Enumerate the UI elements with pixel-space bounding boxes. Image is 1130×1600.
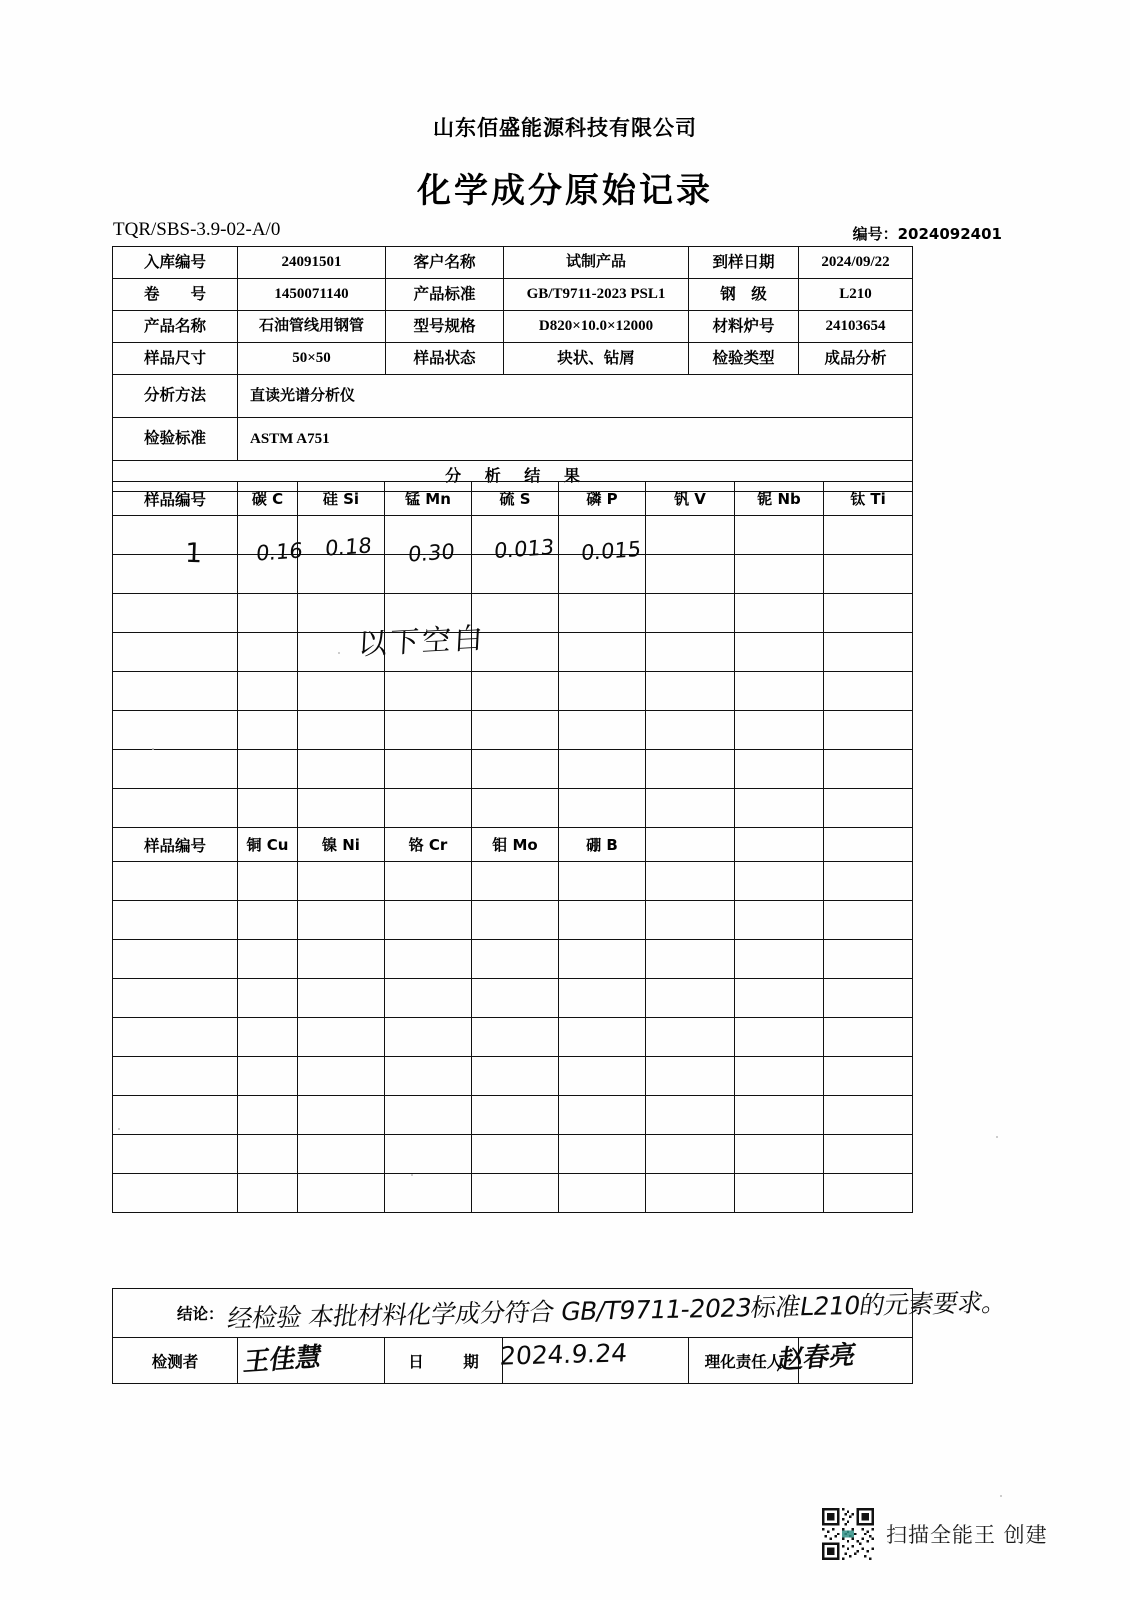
table-cell xyxy=(646,1096,735,1135)
table-row xyxy=(113,247,913,279)
scan-speck xyxy=(338,652,340,654)
results-empty-row xyxy=(113,711,913,750)
table-cell xyxy=(385,594,472,633)
table-cell xyxy=(238,1096,298,1135)
table-cell xyxy=(298,633,385,672)
scan-speck xyxy=(411,1174,413,1176)
handwriting-manganese-value: 0.30 xyxy=(407,539,456,567)
results-header-cell-8: 钛 Ti xyxy=(824,482,913,516)
table-cell xyxy=(472,750,559,789)
footer-table xyxy=(112,1288,913,1384)
table-cell xyxy=(385,1135,472,1174)
table-cell xyxy=(472,862,559,901)
table-cell xyxy=(559,1057,646,1096)
table-cell xyxy=(824,633,913,672)
results-header-cell-1: 碳 C xyxy=(238,482,298,516)
table-cell xyxy=(113,633,238,672)
results-header2-cell-4: 钼 Mo xyxy=(472,828,559,862)
label-sample-size: 样品尺寸 xyxy=(113,343,238,375)
table-cell xyxy=(735,901,824,940)
scan-speck xyxy=(118,1128,120,1130)
table-cell xyxy=(298,789,385,828)
table-cell xyxy=(238,1057,298,1096)
table-cell xyxy=(735,1135,824,1174)
table-cell xyxy=(472,901,559,940)
label-inspection-type: 检验类型 xyxy=(689,343,799,375)
table-cell xyxy=(735,594,824,633)
table-cell xyxy=(735,633,824,672)
table-cell xyxy=(298,979,385,1018)
table-cell xyxy=(824,1018,913,1057)
table-cell xyxy=(113,750,238,789)
results-empty-row xyxy=(113,1057,913,1096)
table-cell xyxy=(646,901,735,940)
table-cell xyxy=(238,979,298,1018)
table-cell xyxy=(385,633,472,672)
table-cell xyxy=(385,1096,472,1135)
table-cell xyxy=(113,672,238,711)
results-header-cell-4: 硫 S xyxy=(472,482,559,516)
handwriting-carbon-value: 0.16 xyxy=(255,538,304,566)
table-row xyxy=(113,343,913,375)
table-cell xyxy=(113,1174,238,1213)
scan-speck xyxy=(996,1136,998,1138)
handwriting-blank-below-note: 以下空白 xyxy=(357,620,487,662)
table-cell xyxy=(113,979,238,1018)
value-coil-number: 1450071140 xyxy=(238,279,386,311)
results-empty-row xyxy=(113,901,913,940)
table-cell xyxy=(735,1174,824,1213)
table-cell xyxy=(472,633,559,672)
table-cell xyxy=(238,594,298,633)
results-empty-row xyxy=(113,594,913,633)
handwriting-phosphorus-value: 0.015 xyxy=(580,536,642,566)
table-cell xyxy=(646,1018,735,1057)
table-cell xyxy=(298,862,385,901)
table-cell xyxy=(472,1018,559,1057)
results-header-cell-5: 磷 P xyxy=(559,482,646,516)
table-cell xyxy=(113,789,238,828)
table-cell xyxy=(646,594,735,633)
label-model-spec: 型号规格 xyxy=(386,311,504,343)
value-customer-name: 试制产品 xyxy=(504,247,689,279)
table-cell xyxy=(113,1135,238,1174)
results-empty-row xyxy=(113,672,913,711)
value-inspection-standard: ASTM A751 xyxy=(238,418,913,461)
table-row xyxy=(113,311,913,343)
label-analysis-method: 分析方法 xyxy=(113,375,238,418)
page-title: 化学成分原始记录 xyxy=(417,171,713,211)
results-data-cell-1 xyxy=(238,516,298,555)
results-header-secondary xyxy=(113,828,913,862)
label-coil-number: 卷 号 xyxy=(113,279,238,311)
table-cell xyxy=(559,555,646,594)
table-cell xyxy=(824,1174,913,1213)
info-table xyxy=(112,246,913,492)
label-responsible-person: 理化责任人 xyxy=(689,1338,799,1384)
table-cell xyxy=(298,1018,385,1057)
table-row xyxy=(113,1289,913,1338)
table-cell xyxy=(735,711,824,750)
results-data-cell-7 xyxy=(735,516,824,555)
table-cell xyxy=(472,594,559,633)
document-number: 编号：2024092401 xyxy=(852,225,1002,243)
table-cell xyxy=(735,555,824,594)
results-empty-row xyxy=(113,1174,913,1213)
conclusion-cell xyxy=(113,1289,913,1338)
table-cell xyxy=(559,672,646,711)
table-cell xyxy=(559,940,646,979)
table-cell xyxy=(735,862,824,901)
results-empty-row xyxy=(113,1135,913,1174)
results-header-cell-7: 铌 Nb xyxy=(735,482,824,516)
table-cell xyxy=(646,862,735,901)
table-cell xyxy=(824,1057,913,1096)
camscanner-watermark xyxy=(822,1508,1048,1560)
table-cell xyxy=(238,711,298,750)
table-cell xyxy=(472,789,559,828)
table-cell xyxy=(385,901,472,940)
table-cell xyxy=(646,979,735,1018)
handwriting-sample-id: 1 xyxy=(184,537,203,570)
table-cell xyxy=(824,594,913,633)
table-cell xyxy=(472,711,559,750)
value-date xyxy=(503,1338,689,1384)
results-empty-row xyxy=(113,1018,913,1057)
table-cell xyxy=(559,979,646,1018)
table-cell xyxy=(385,862,472,901)
label-tester: 检测者 xyxy=(113,1338,238,1384)
label-heat-number: 材料炉号 xyxy=(689,311,799,343)
conclusion-label: 结论： xyxy=(177,1305,224,1323)
results-empty-row xyxy=(113,862,913,901)
table-cell xyxy=(735,672,824,711)
results-header2-cell-7 xyxy=(735,828,824,862)
handwriting-date: 2024.9.24 xyxy=(498,1338,629,1371)
table-cell xyxy=(113,1057,238,1096)
table-cell xyxy=(385,1174,472,1213)
table-cell xyxy=(646,789,735,828)
value-sample-date: 2024/09/22 xyxy=(799,247,913,279)
value-heat-number: 24103654 xyxy=(799,311,913,343)
table-cell xyxy=(298,594,385,633)
results-empty-row xyxy=(113,555,913,594)
table-cell xyxy=(385,940,472,979)
value-product-name: 石油管线用钢管 xyxy=(238,311,386,343)
table-cell xyxy=(298,1096,385,1135)
table-cell xyxy=(824,1135,913,1174)
value-inbound-number: 24091501 xyxy=(238,247,386,279)
table-cell xyxy=(113,594,238,633)
results-header-cell-6: 钒 V xyxy=(646,482,735,516)
table-cell xyxy=(238,672,298,711)
results-empty-row xyxy=(113,750,913,789)
table-cell xyxy=(735,979,824,1018)
table-cell xyxy=(298,555,385,594)
table-cell xyxy=(735,940,824,979)
table-cell xyxy=(559,901,646,940)
table-cell xyxy=(735,1096,824,1135)
form-code: TQR/SBS-3.9-02-A/0 xyxy=(113,219,281,240)
results-header-cell-0: 样品编号 xyxy=(113,482,238,516)
table-cell xyxy=(472,1135,559,1174)
results-header-primary xyxy=(113,482,913,516)
value-steel-grade: L210 xyxy=(799,279,913,311)
table-cell xyxy=(559,1135,646,1174)
results-data-cell-3 xyxy=(385,516,472,555)
table-cell xyxy=(824,555,913,594)
table-cell xyxy=(298,1135,385,1174)
results-header2-cell-2: 镍 Ni xyxy=(298,828,385,862)
value-sample-state: 块状、钻屑 xyxy=(504,343,689,375)
table-cell xyxy=(238,555,298,594)
table-row xyxy=(113,375,913,418)
table-cell xyxy=(385,750,472,789)
handwriting-conclusion: 经检验 本批材料化学成分符合 GB/T9711-2023标准L210的元素要求。 xyxy=(225,1287,1009,1334)
table-cell xyxy=(298,940,385,979)
results-data-cell-4 xyxy=(472,516,559,555)
table-cell xyxy=(559,1096,646,1135)
qr-code-icon xyxy=(822,1508,874,1560)
watermark-text: 扫描全能王 创建 xyxy=(886,1523,1048,1547)
table-cell xyxy=(472,1057,559,1096)
value-inspection-type: 成品分析 xyxy=(799,343,913,375)
table-cell xyxy=(646,633,735,672)
results-header2-cell-0: 样品编号 xyxy=(113,828,238,862)
handwriting-sulfur-value: 0.013 xyxy=(493,534,555,564)
table-cell xyxy=(472,555,559,594)
table-cell xyxy=(646,711,735,750)
results-section-title: 分 析 结 果 xyxy=(113,461,913,492)
results-header2-cell-1: 铜 Cu xyxy=(238,828,298,862)
table-cell xyxy=(735,1057,824,1096)
table-cell xyxy=(238,940,298,979)
table-cell xyxy=(298,1057,385,1096)
value-responsible-signature xyxy=(799,1338,913,1384)
value-analysis-method: 直读光谱分析仪 xyxy=(238,375,913,418)
results-data-cell-8 xyxy=(824,516,913,555)
label-inbound-number: 入库编号 xyxy=(113,247,238,279)
table-cell xyxy=(298,1174,385,1213)
table-cell xyxy=(735,1018,824,1057)
table-cell xyxy=(298,711,385,750)
table-row xyxy=(113,418,913,461)
results-data-cell-0 xyxy=(113,516,238,555)
results-header2-cell-3: 铬 Cr xyxy=(385,828,472,862)
table-cell xyxy=(298,750,385,789)
label-product-standard: 产品标准 xyxy=(386,279,504,311)
table-cell xyxy=(385,789,472,828)
company-name: 山东佰盛能源科技有限公司 xyxy=(433,116,697,140)
value-tester-signature xyxy=(238,1338,385,1384)
table-cell xyxy=(646,940,735,979)
table-cell xyxy=(472,979,559,1018)
table-cell xyxy=(824,672,913,711)
table-cell xyxy=(824,1096,913,1135)
table-cell xyxy=(238,1018,298,1057)
label-date: 日 期 xyxy=(385,1338,503,1384)
table-cell xyxy=(646,750,735,789)
results-header2-cell-6 xyxy=(646,828,735,862)
table-cell xyxy=(238,1135,298,1174)
table-cell xyxy=(298,901,385,940)
table-cell xyxy=(238,862,298,901)
table-cell xyxy=(646,555,735,594)
table-cell xyxy=(298,672,385,711)
scan-speck xyxy=(152,748,154,750)
table-cell xyxy=(559,1174,646,1213)
table-cell xyxy=(559,711,646,750)
table-cell xyxy=(385,711,472,750)
table-cell xyxy=(559,750,646,789)
table-cell xyxy=(824,789,913,828)
label-steel-grade: 钢 级 xyxy=(689,279,799,311)
label-customer-name: 客户名称 xyxy=(386,247,504,279)
table-cell xyxy=(385,555,472,594)
label-product-name: 产品名称 xyxy=(113,311,238,343)
label-sample-date: 到样日期 xyxy=(689,247,799,279)
table-cell xyxy=(472,1096,559,1135)
results-header-cell-3: 锰 Mn xyxy=(385,482,472,516)
label-inspection-standard: 检验标准 xyxy=(113,418,238,461)
table-cell xyxy=(113,862,238,901)
table-cell xyxy=(646,1057,735,1096)
results-header2-cell-5: 硼 B xyxy=(559,828,646,862)
results-empty-row xyxy=(113,940,913,979)
results-empty-row xyxy=(113,1096,913,1135)
table-cell xyxy=(238,1174,298,1213)
table-cell xyxy=(824,901,913,940)
results-data-cell-5 xyxy=(559,516,646,555)
table-cell xyxy=(385,672,472,711)
table-cell xyxy=(646,1174,735,1213)
table-cell xyxy=(238,901,298,940)
scan-speck xyxy=(1000,1495,1002,1497)
table-cell xyxy=(472,1174,559,1213)
results-table xyxy=(112,481,913,1213)
table-cell xyxy=(113,901,238,940)
results-data-row xyxy=(113,516,913,555)
results-data-cell-2 xyxy=(298,516,385,555)
table-cell xyxy=(735,789,824,828)
table-cell xyxy=(113,555,238,594)
results-empty-row xyxy=(113,789,913,828)
table-cell xyxy=(559,1018,646,1057)
table-cell xyxy=(646,1135,735,1174)
table-cell xyxy=(385,979,472,1018)
table-cell xyxy=(385,1057,472,1096)
results-header-cell-2: 硅 Si xyxy=(298,482,385,516)
value-product-standard: GB/T9711-2023 PSL1 xyxy=(504,279,689,311)
results-empty-row xyxy=(113,979,913,1018)
value-sample-size: 50×50 xyxy=(238,343,386,375)
table-cell xyxy=(824,750,913,789)
value-model-spec: D820×10.0×12000 xyxy=(504,311,689,343)
table-row xyxy=(113,279,913,311)
results-empty-row xyxy=(113,633,913,672)
table-cell xyxy=(559,789,646,828)
handwriting-tester-signature: 王佳慧 xyxy=(241,1342,324,1378)
table-cell xyxy=(472,672,559,711)
results-header2-cell-8 xyxy=(824,828,913,862)
table-cell xyxy=(824,979,913,1018)
table-cell xyxy=(113,1096,238,1135)
table-cell xyxy=(559,633,646,672)
label-sample-state: 样品状态 xyxy=(386,343,504,375)
handwriting-silicon-value: 0.18 xyxy=(324,533,373,561)
table-cell xyxy=(238,789,298,828)
table-cell xyxy=(113,711,238,750)
table-cell xyxy=(113,940,238,979)
table-cell xyxy=(824,940,913,979)
table-cell xyxy=(238,633,298,672)
table-cell xyxy=(238,750,298,789)
table-cell xyxy=(824,711,913,750)
table-cell xyxy=(824,862,913,901)
table-cell xyxy=(559,862,646,901)
table-cell xyxy=(646,672,735,711)
table-cell xyxy=(559,594,646,633)
table-cell xyxy=(113,1018,238,1057)
handwriting-responsible-signature: 赵春亮 xyxy=(775,1340,858,1376)
table-cell xyxy=(385,1018,472,1057)
table-cell xyxy=(735,750,824,789)
table-cell xyxy=(472,940,559,979)
results-data-cell-6 xyxy=(646,516,735,555)
table-row xyxy=(113,1338,913,1384)
